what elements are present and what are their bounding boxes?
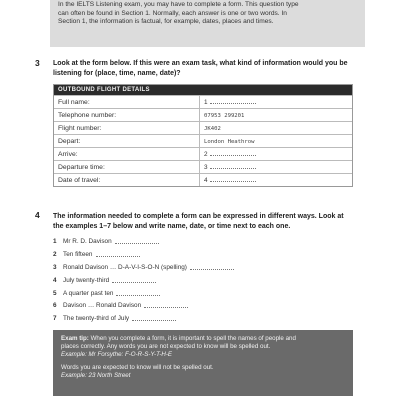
question-4-text bbox=[53, 212, 344, 231]
form-label: Arrive: bbox=[54, 148, 200, 160]
tip-line: Words you are expected to know will not be spelled out. bbox=[61, 364, 214, 371]
item-number: 7 bbox=[53, 315, 57, 323]
item-text: Ten fifteen bbox=[63, 250, 93, 258]
form-row bbox=[54, 108, 352, 121]
tip-example: Example: Mr Forsythe: F-O-R-S-Y-T-H-E bbox=[61, 351, 173, 358]
item-text: Mr R. D. Davison bbox=[63, 238, 112, 245]
item-text: The twenty-third of July bbox=[63, 315, 130, 323]
form-value bbox=[200, 96, 352, 108]
item-text: Ronald Davison … D-A-V-I-S-O-N (spelling) bbox=[63, 263, 187, 271]
question-4-number: 4 bbox=[35, 210, 40, 220]
list-item bbox=[53, 262, 353, 275]
form-label: Full name: bbox=[54, 96, 200, 108]
list-item bbox=[53, 288, 353, 301]
flight-details-form bbox=[53, 84, 353, 187]
form-row bbox=[54, 173, 352, 186]
intro-line: Section 1, the information is factual, for example, dates, places and times. bbox=[58, 18, 274, 26]
answer-line[interactable] bbox=[132, 313, 176, 321]
form-label: Telephone number: bbox=[54, 109, 200, 121]
list-item bbox=[53, 275, 353, 288]
tip-label: Exam tip: bbox=[61, 335, 89, 342]
tip-text: When you complete a form, it is important to spell the names of people and bbox=[88, 335, 296, 342]
answer-line[interactable] bbox=[116, 288, 160, 296]
form-value bbox=[200, 135, 352, 147]
item-text: A quarter past ten bbox=[63, 289, 114, 297]
list-item bbox=[53, 313, 353, 326]
question-3-line: listening for (place, time, name, date)? bbox=[53, 69, 181, 77]
item-number: 1 bbox=[53, 238, 57, 245]
blank-number: 1 bbox=[204, 99, 208, 106]
exam-tip-box bbox=[53, 330, 353, 396]
tip-example: Example: 23 North Street bbox=[61, 372, 131, 379]
answer-blank[interactable] bbox=[210, 163, 256, 169]
answer-line[interactable] bbox=[112, 275, 156, 283]
form-header: OUTBOUND FLIGHT DETAILS bbox=[54, 85, 352, 95]
handwritten-value: 07953 299201 bbox=[204, 113, 245, 119]
intro-line: In the IELTS Listening exam, you may have to complete a form. This question type bbox=[58, 1, 299, 8]
intro-box bbox=[50, 0, 365, 47]
form-value bbox=[200, 148, 352, 160]
handwritten-value: JK402 bbox=[204, 126, 221, 132]
item-number: 6 bbox=[53, 302, 57, 310]
form-row bbox=[54, 134, 352, 147]
question-4-line: the examples 1–7 below and write name, date, or time next to each one. bbox=[53, 222, 291, 230]
form-label: Depart: bbox=[54, 135, 200, 147]
intro-line: can often be found in Section 1. Normally, each answer is one or two words. In bbox=[58, 9, 287, 17]
blank-number: 3 bbox=[204, 164, 208, 171]
blank-number: 2 bbox=[204, 151, 208, 158]
item-number: 2 bbox=[53, 250, 57, 258]
answer-line[interactable] bbox=[190, 262, 234, 270]
form-row bbox=[54, 147, 352, 160]
form-label: Date of travel: bbox=[54, 174, 200, 186]
answer-blank[interactable] bbox=[210, 150, 256, 156]
question-3-number: 3 bbox=[35, 58, 40, 68]
form-label: Flight number: bbox=[54, 122, 200, 134]
blank-number: 4 bbox=[204, 177, 208, 184]
form-row bbox=[54, 160, 352, 173]
form-row bbox=[54, 121, 352, 134]
form-value bbox=[200, 122, 352, 134]
answer-line[interactable] bbox=[96, 249, 140, 257]
item-number: 3 bbox=[53, 263, 57, 271]
question-4-line: The information needed to complete a form can be expressed in different ways. Look at bbox=[53, 213, 344, 220]
form-value bbox=[200, 109, 352, 121]
list-item bbox=[53, 300, 353, 313]
item-text: July twenty-third bbox=[63, 276, 110, 284]
list-item bbox=[53, 236, 353, 249]
item-number: 5 bbox=[53, 289, 57, 297]
list-item bbox=[53, 249, 353, 262]
question-3-line: Look at the form below. If this were an exam task, what kind of information would you be bbox=[53, 60, 348, 67]
tip-line bbox=[61, 335, 345, 343]
answer-blank[interactable] bbox=[210, 98, 256, 104]
answer-line[interactable] bbox=[115, 236, 159, 244]
question-3-text bbox=[53, 59, 348, 78]
example-list bbox=[53, 236, 353, 326]
item-number: 4 bbox=[53, 276, 57, 284]
tip-line: places correctly. Any words you are not expected to know will be spelled out. bbox=[61, 343, 271, 350]
form-row bbox=[54, 95, 352, 108]
form-label: Departure time: bbox=[54, 161, 200, 173]
item-text: Davison … Ronald Davison bbox=[63, 302, 142, 310]
handwritten-value: London Heathrow bbox=[204, 139, 255, 145]
answer-blank[interactable] bbox=[210, 176, 256, 182]
answer-line[interactable] bbox=[144, 300, 188, 308]
form-value bbox=[200, 174, 352, 186]
form-value bbox=[200, 161, 352, 173]
